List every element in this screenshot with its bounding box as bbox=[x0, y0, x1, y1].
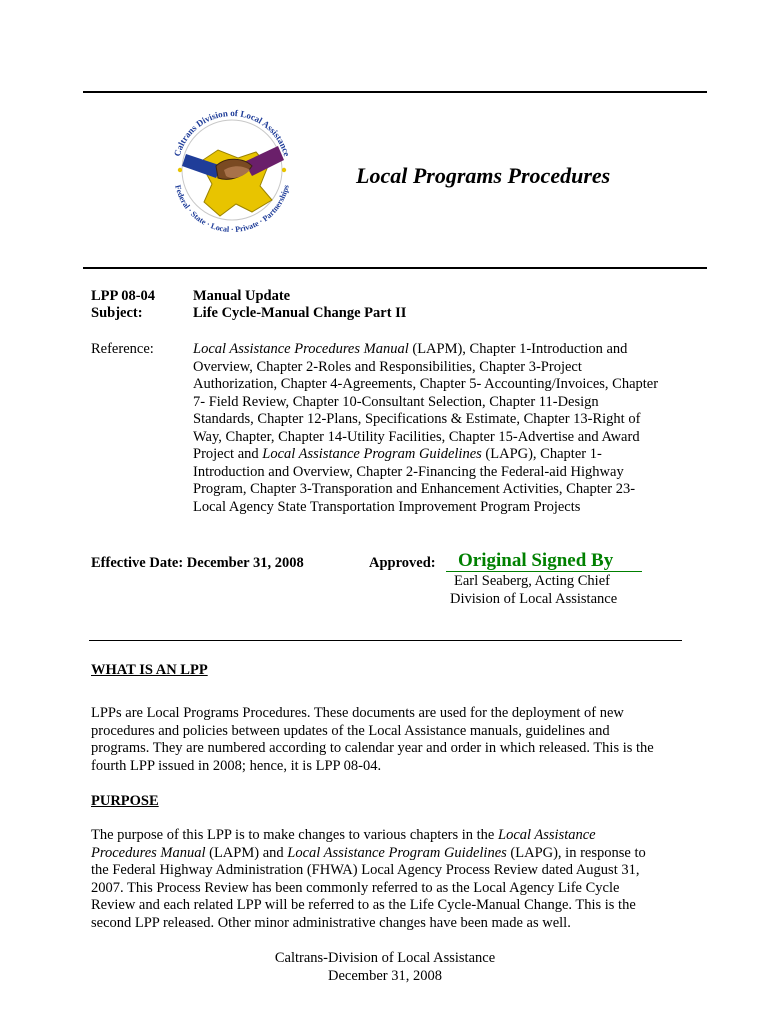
header-rule bbox=[83, 267, 707, 269]
section-heading-what-is-lpp: WHAT IS AN LPP bbox=[91, 662, 208, 678]
subject-value: Life Cycle-Manual Change Part II bbox=[193, 305, 407, 321]
body-line: Procedures Manual (LAPM) and Local Assistance Program Guidelines (LAPG), in response to bbox=[91, 844, 646, 861]
footer-line-2: December 31, 2008 bbox=[328, 967, 442, 984]
body-line: 2007. This Process Review has been commonly referred to as the Local Agency Life Cycle bbox=[91, 879, 620, 896]
signer-division: Division of Local Assistance bbox=[450, 591, 618, 607]
reference-line: Standards, Chapter 12-Plans, Specifications & Estimate, Chapter 13-Right of bbox=[193, 411, 641, 427]
signer-name: Earl Seaberg, Acting Chief bbox=[454, 573, 610, 589]
reference-line: Authorization, Chapter 4-Agreements, Chapter 5- Accounting/Invoices, Chapter bbox=[193, 376, 659, 392]
body-line: The purpose of this LPP is to make changes to various chapters in the Local Assistance bbox=[91, 827, 596, 843]
logo-ring-text-top: Caltrans Division of Local Assistance bbox=[171, 108, 293, 158]
section-body-what-is-lpp bbox=[91, 705, 691, 775]
section-rule bbox=[89, 640, 682, 641]
reference-label: Reference: bbox=[91, 341, 154, 357]
reference-line: 7- Field Review, Chapter 10-Consultant Selection, Chapter 11-Design bbox=[193, 393, 599, 410]
reference-line: Introduction and Overview, Chapter 2-Financing the Federal-aid Highway bbox=[193, 463, 624, 480]
reference-line: Overview, Chapter 2-Roles and Responsibilities, Chapter 3-Project bbox=[193, 358, 582, 375]
logo-graphic bbox=[160, 100, 305, 240]
body-line: LPPs are Local Programs Procedures. These documents are used for the deployment of new bbox=[91, 705, 624, 721]
reference-line: Local Agency State Transportation Improvement Program Projects bbox=[193, 498, 581, 515]
footer-line-1: Caltrans-Division of Local Assistance bbox=[274, 950, 496, 966]
reference-line: Program, Chapter 3-Transporation and Enhancement Activities, Chapter 23- bbox=[193, 481, 636, 497]
footer bbox=[0, 950, 770, 985]
body-line: fourth LPP issued in 2008; hence, it is LPP 08-04. bbox=[91, 757, 382, 774]
approved-label: Approved: bbox=[369, 555, 436, 571]
subject-label: Subject: bbox=[91, 305, 143, 321]
reference-line: Local Assistance Procedures Manual (LAPM), Chapter 1-Introduction and bbox=[193, 341, 628, 357]
section-heading-purpose: PURPOSE bbox=[91, 793, 159, 809]
caltrans-logo bbox=[160, 100, 305, 240]
lpp-value: Manual Update bbox=[193, 288, 291, 304]
top-rule bbox=[83, 91, 707, 93]
body-line: second LPP released. Other minor administrative changes have been made as well. bbox=[91, 914, 571, 931]
signature-line bbox=[446, 571, 642, 572]
body-line: programs. They are numbered according to calendar year and order in which released. This is the bbox=[91, 740, 654, 756]
original-signed-by: Original Signed By bbox=[458, 550, 614, 571]
effective-date: Effective Date: December 31, 2008 bbox=[91, 555, 304, 571]
page-title: Local Programs Procedures bbox=[356, 163, 611, 188]
section-body-purpose bbox=[91, 827, 691, 932]
reference-line: Way, Chapter, Chapter 14-Utility Facilities, Chapter 15-Advertise and Award bbox=[193, 428, 640, 445]
body-line: the Federal Highway Administration (FHWA) Local Agency Process Review dated August 31, bbox=[91, 862, 640, 878]
lpp-label: LPP 08-04 bbox=[91, 288, 156, 304]
reference-text bbox=[193, 341, 693, 516]
logo-ring-text-bottom: Federal · State · Local · Private · Partnerships bbox=[173, 183, 291, 235]
body-line: procedures and policies between updates of the Local Assistance manuals, guidelines and bbox=[91, 722, 610, 739]
reference-line: Project and Local Assistance Program Guidelines (LAPG), Chapter 1- bbox=[193, 446, 602, 462]
body-line: Review and each related LPP will be referred to as the Life Cycle-Manual Change. This is the bbox=[91, 897, 636, 913]
